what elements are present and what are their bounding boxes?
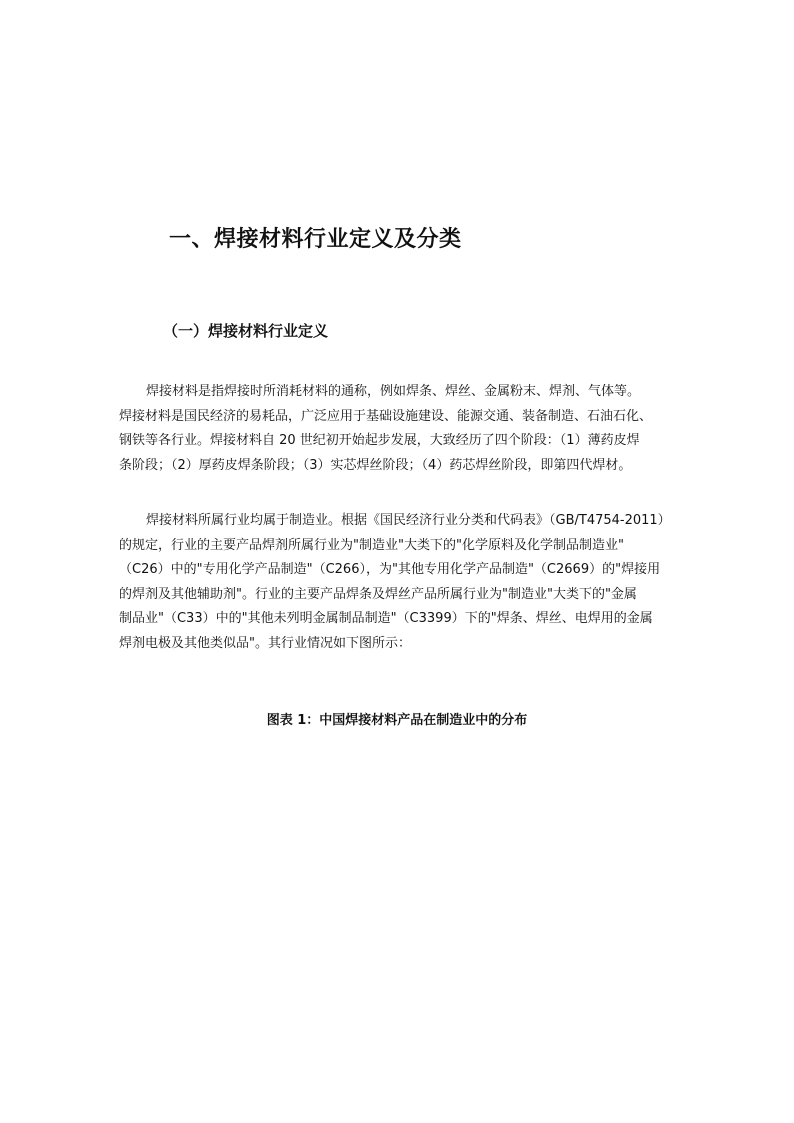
paragraph-definition xyxy=(119,380,679,478)
paragraph-line: 的规定，行业的主要产品焊剂所属行业为"制造业"大类下的"化学原料及化学制品制造业" xyxy=(119,537,624,553)
paragraph-line: 焊剂电极及其他类似品"。其行业情况如下图所示： xyxy=(119,635,411,651)
paragraph-line: 钢铁等各行业。焊接材料自 20 世纪初开始起步发展，大致经历了四个阶段：（1）薄药皮焊 xyxy=(119,433,640,448)
paragraph-classification xyxy=(119,509,679,656)
paragraph-line: 焊接材料所属行业均属于制造业。根据《国民经济行业分类和代码表》（GB/T4754-2011） xyxy=(146,513,671,528)
figure-caption: 图表 1：中国焊接材料产品在制造业中的分布 xyxy=(266,713,528,728)
section-heading: 一、焊接材料行业定义及分类 xyxy=(169,227,462,252)
paragraph-line: 的焊剂及其他辅助剂"。行业的主要产品焊条及焊丝产品所属行业为"制造业"大类下的"金属 xyxy=(119,586,637,602)
paragraph-line: 制品业"（C33）中的"其他未列明金属制品制造"（C3399）下的"焊条、焊丝、电焊用的金属 xyxy=(119,611,653,626)
paragraph-line: 条阶段；（2）厚药皮焊条阶段；（3）实芯焊丝阶段；（4）药芯焊丝阶段，即第四代焊材。 xyxy=(119,457,632,473)
paragraph-line: （C26）中的"专用化学产品制造"（C266），为"其他专用化学产品制造"（C2669）的"焊接用 xyxy=(119,562,661,577)
paragraph-line: 焊接材料是指焊接时所消耗材料的通称，例如焊条、焊丝、金属粉末、焊剂、气体等。 xyxy=(146,384,641,399)
subsection-heading: （一）焊接材料行业定义 xyxy=(163,322,329,340)
paragraph-line: 焊接材料是国民经济的易耗品，广泛应用于基础设施建设、能源交通、装备制造、石油石化、 xyxy=(119,408,653,424)
